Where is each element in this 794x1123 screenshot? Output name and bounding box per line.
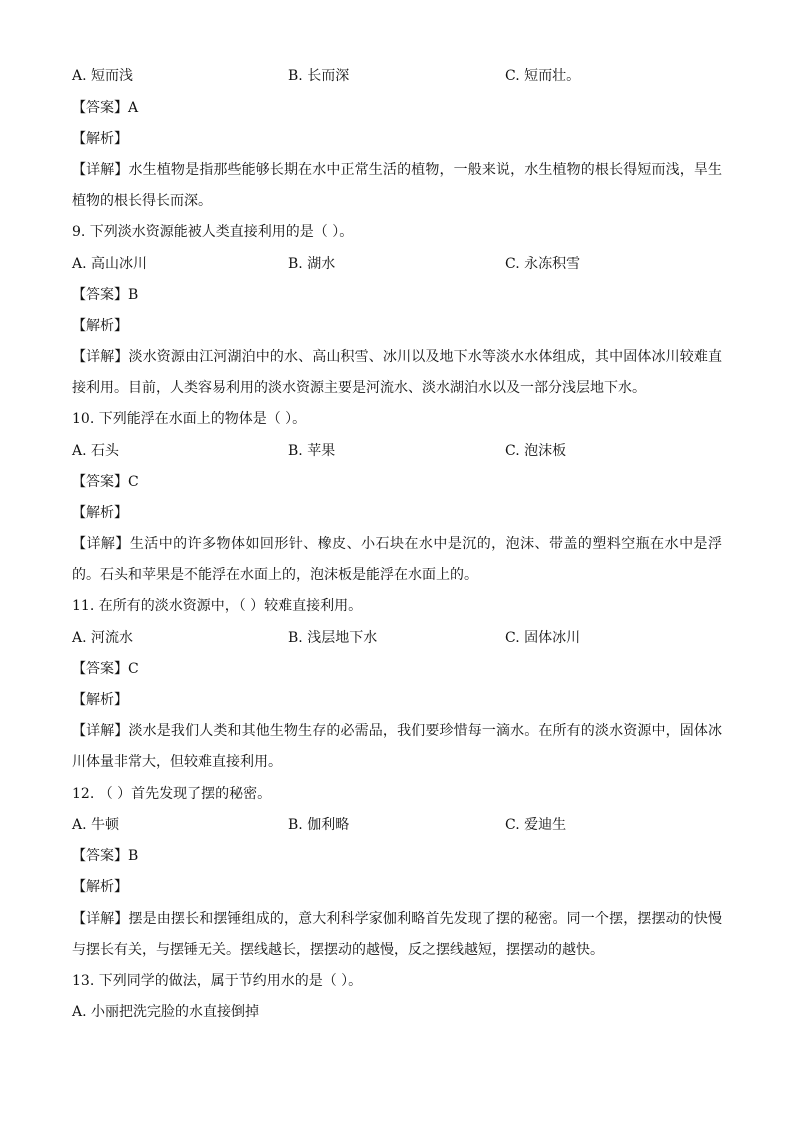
q12-option-c: C. 爱迪生 [505, 817, 567, 833]
q13-option-a: A. 小丽把洗完脸的水直接倒掉 [72, 1004, 260, 1020]
q10-analysis-heading: 【解析】 [72, 505, 128, 521]
q11-detail-line-1: 【详解】淡水是我们人类和其他生物生存的必需品，我们要珍惜每一滴水。在所有的淡水资源中，固体冰 [72, 723, 722, 739]
q10-option-a: A. 石头 [72, 443, 120, 459]
q9-option-a: A. 高山冰川 [72, 256, 148, 272]
q8-answer: 【答案】A [72, 100, 139, 116]
q10-option-b: B. 苹果 [288, 443, 336, 459]
q8-analysis-heading: 【解析】 [72, 131, 128, 147]
q12-analysis-heading: 【解析】 [72, 879, 128, 895]
q11-analysis-heading: 【解析】 [72, 692, 128, 708]
q12-option-a: A. 牛顿 [72, 817, 120, 833]
q11-option-c: C. 固体冰川 [505, 630, 581, 646]
q11-option-a: A. 河流水 [72, 630, 134, 646]
q9-analysis-heading: 【解析】 [72, 318, 128, 334]
q13-question: 13. 下列同学的做法，属于节约用水的是（ ）。 [72, 973, 363, 989]
q11-answer: 【答案】C [72, 661, 139, 677]
q11-option-b: B. 浅层地下水 [288, 630, 378, 646]
q11-detail-line-2: 川体量非常大，但较难直接利用。 [72, 754, 282, 770]
q8-detail-line-1: 【详解】水生植物是指那些能够长期在水中正常生活的植物，一般来说，水生植物的根长得短而浅，旱生 [72, 162, 722, 178]
q9-detail-line-2: 接利用。目前，人类容易利用的淡水资源主要是河流水、淡水湖泊水以及一部分浅层地下水。 [72, 380, 646, 396]
q10-detail-line-2: 的。石头和苹果是不能浮在水面上的，泡沫板是能浮在水面上的。 [72, 567, 478, 583]
q10-answer: 【答案】C [72, 474, 139, 490]
q9-option-b: B. 湖水 [288, 256, 336, 272]
q12-option-b: B. 伽利略 [288, 817, 350, 833]
q8-option-c: C. 短而壮。 [505, 68, 581, 84]
q8-option-b: B. 长而深 [288, 68, 350, 84]
q8-option-a: A. 短而浅 [72, 68, 134, 84]
q9-option-c: C. 永冻积雪 [505, 256, 581, 272]
q10-option-c: C. 泡沫板 [505, 443, 567, 459]
q12-question: 12. （ ）首先发现了摆的秘密。 [72, 786, 272, 802]
q12-detail-line-2: 与摆长有关，与摆锤无关。摆线越长，摆摆动的越慢，反之摆线越短，摆摆动的越快。 [72, 942, 604, 958]
q9-question: 9. 下列淡水资源能被人类直接利用的是（ ）。 [72, 224, 354, 240]
q11-question: 11. 在所有的淡水资源中，（ ）较难直接利用。 [72, 598, 363, 614]
q10-question: 10. 下列能浮在水面上的物体是（ ）。 [72, 411, 307, 427]
q9-answer: 【答案】B [72, 287, 139, 303]
q8-detail-line-2: 植物的根长得长而深。 [72, 193, 212, 209]
q10-detail-line-1: 【详解】生活中的许多物体如回形针、橡皮、小石块在水中是沉的，泡沫、带盖的塑料空瓶在水中是浮 [72, 536, 722, 552]
q9-detail-line-1: 【详解】淡水资源由江河湖泊中的水、高山积雪、冰川以及地下水等淡水水体组成，其中固体冰川较难直 [72, 349, 722, 365]
q12-answer: 【答案】B [72, 848, 139, 864]
q12-detail-line-1: 【详解】摆是由摆长和摆锤组成的，意大利科学家伽利略首先发现了摆的秘密。同一个摆，摆摆动的快慢 [72, 911, 722, 927]
